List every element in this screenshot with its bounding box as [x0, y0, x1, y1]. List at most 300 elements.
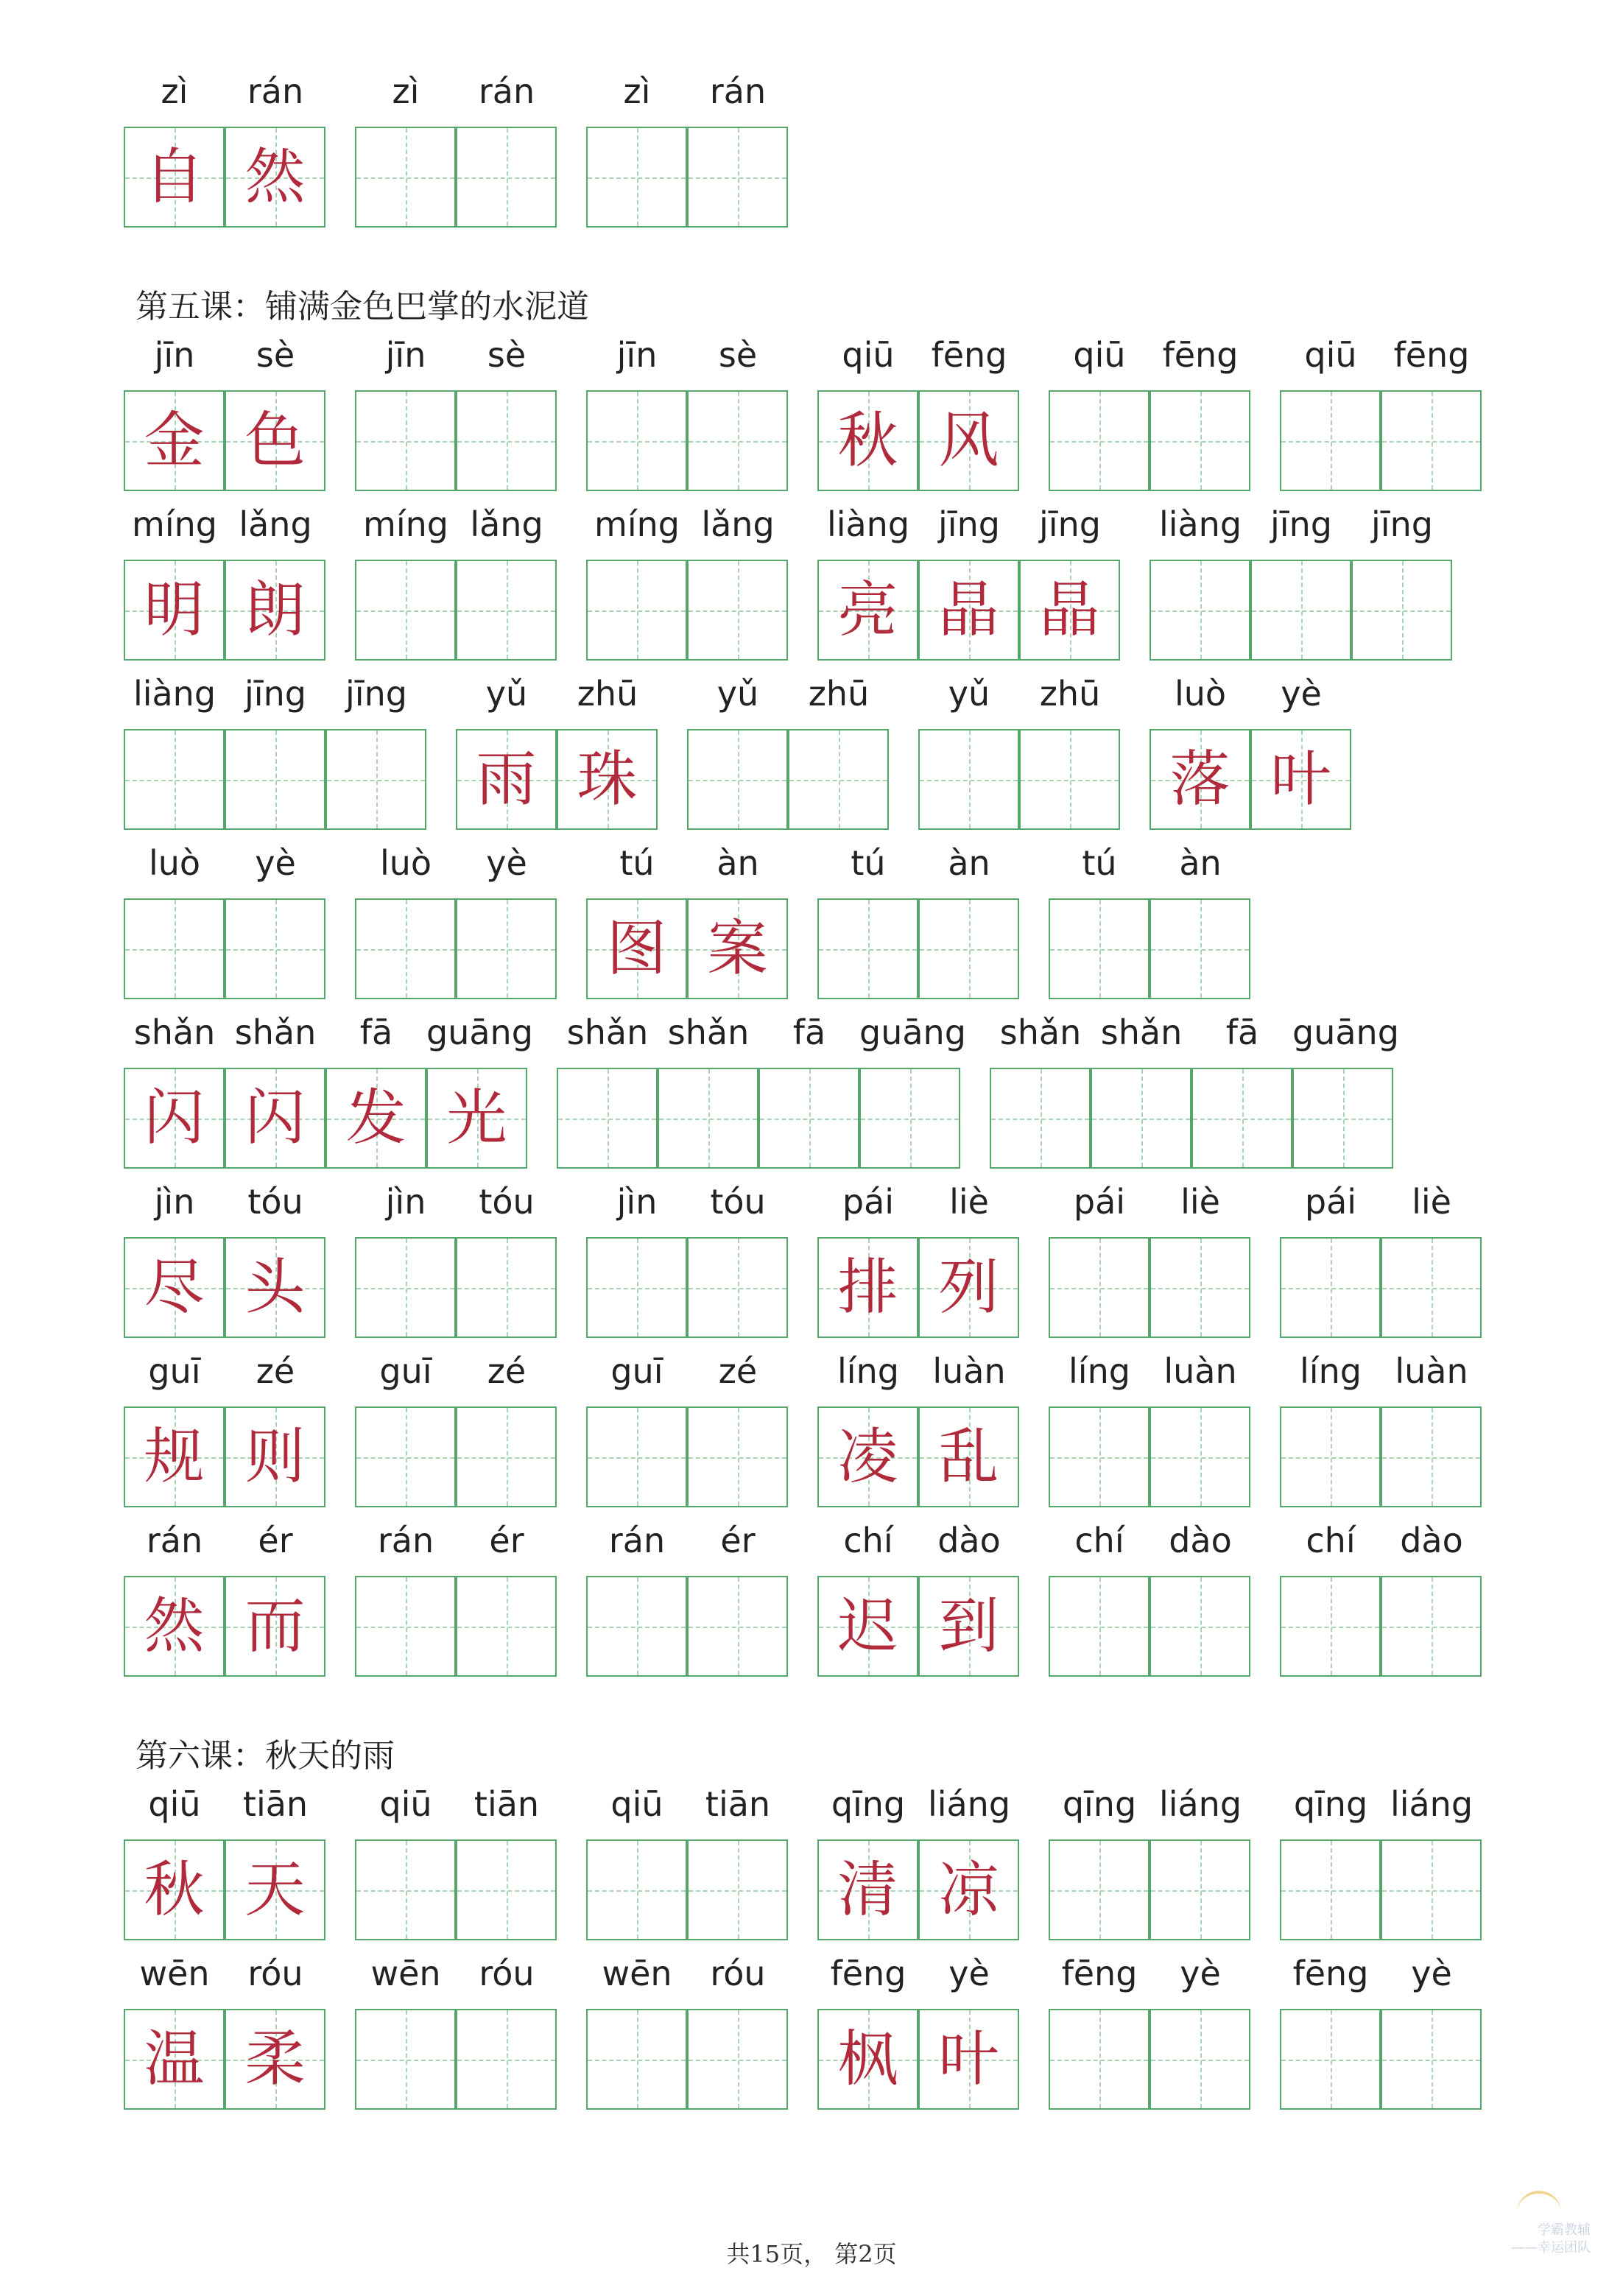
- tianzige-practice-cell[interactable]: [456, 1406, 557, 1507]
- tianzige-practice-cell[interactable]: [918, 898, 1019, 999]
- pinyin-label: rán: [377, 1521, 434, 1560]
- tianzige-practice-cell[interactable]: [586, 2009, 687, 2110]
- pinyin-label: fēng: [1162, 335, 1239, 375]
- tianzige-cell: [456, 729, 557, 830]
- pinyin-label: jīng: [244, 674, 306, 714]
- word-practice: [355, 1950, 557, 2134]
- tianzige-practice-cell[interactable]: [687, 1237, 788, 1338]
- tianzige-practice-cell[interactable]: [1091, 1068, 1191, 1169]
- pinyin-label: fēng: [931, 335, 1007, 375]
- word-practice: [1280, 1781, 1482, 1965]
- pinyin-label: tú: [1082, 843, 1117, 883]
- pinyin-label: tiān: [242, 1784, 309, 1824]
- hanzi-character: 排: [837, 1253, 898, 1323]
- tianzige-practice-cell[interactable]: [918, 729, 1019, 830]
- tianzige-practice-cell[interactable]: [456, 127, 557, 228]
- tianzige-practice-cell[interactable]: [355, 1576, 456, 1677]
- word-example: [817, 501, 1120, 685]
- word-example: [124, 331, 325, 515]
- tianzige-cell: [225, 1576, 325, 1677]
- hanzi-character: 而: [244, 1591, 306, 1661]
- tianzige-practice-cell[interactable]: [586, 390, 687, 491]
- tianzige-practice-cell[interactable]: [1381, 1576, 1482, 1677]
- word-example: [586, 839, 788, 1024]
- hanzi-character: 秋: [837, 406, 898, 476]
- hanzi-character: 晶: [1039, 575, 1100, 645]
- hanzi-character: 秋: [144, 1855, 205, 1925]
- word-example: [817, 1950, 1019, 2134]
- pinyin-label: shǎn: [133, 1013, 216, 1052]
- pinyin-label: zhū: [1039, 674, 1101, 714]
- pinyin-label: shǎn: [999, 1013, 1082, 1052]
- tianzige-cell: [817, 1237, 918, 1338]
- tianzige-practice-cell[interactable]: [1049, 1406, 1150, 1507]
- hanzi-character: 自: [144, 142, 205, 212]
- tianzige-practice-cell[interactable]: [124, 729, 225, 830]
- tianzige-practice-cell[interactable]: [1150, 390, 1250, 491]
- word-practice: [586, 1517, 788, 1701]
- pinyin-label: liàng: [133, 674, 216, 714]
- tianzige-practice-cell[interactable]: [456, 2009, 557, 2110]
- pinyin-label: sè: [718, 335, 758, 375]
- tianzige-cell: [817, 1576, 918, 1677]
- pinyin-label: dào: [937, 1521, 1001, 1560]
- pinyin-label: jīn: [385, 335, 426, 375]
- tianzige-practice-cell[interactable]: [355, 1237, 456, 1338]
- hanzi-character: 然: [244, 142, 306, 212]
- word-example: [817, 1178, 1019, 1362]
- pinyin-label: guāng: [859, 1013, 966, 1052]
- pinyin-label: tiān: [473, 1784, 540, 1824]
- tianzige-practice-cell[interactable]: [225, 898, 325, 999]
- tianzige-practice-cell[interactable]: [456, 1237, 557, 1338]
- pinyin-label: qiū: [1304, 335, 1357, 375]
- pinyin-label: líng: [1068, 1351, 1130, 1391]
- tianzige-practice-cell[interactable]: [687, 390, 788, 491]
- pinyin-label: jīn: [616, 335, 658, 375]
- tianzige-cell: [1150, 729, 1250, 830]
- pinyin-label: rán: [709, 71, 767, 111]
- word-practice: [1049, 331, 1250, 515]
- pinyin-label: shǎn: [667, 1013, 750, 1052]
- pinyin-label: lǎng: [239, 504, 312, 544]
- pinyin-label: liáng: [1390, 1784, 1474, 1824]
- watermark-line1: 学霸教辅: [1538, 2222, 1591, 2238]
- pinyin-label: yǔ: [948, 674, 990, 714]
- tianzige-practice-cell[interactable]: [687, 1406, 788, 1507]
- pinyin-label: fēng: [1393, 335, 1470, 375]
- watermark: [1495, 2191, 1591, 2255]
- pinyin-label: zhū: [808, 674, 870, 714]
- tianzige-cell: [225, 1406, 325, 1507]
- pinyin-label: pái: [1073, 1182, 1126, 1222]
- tianzige-practice-cell[interactable]: [1280, 2009, 1381, 2110]
- tianzige-practice-cell[interactable]: [456, 1576, 557, 1677]
- pinyin-label: fā: [1225, 1013, 1259, 1052]
- tianzige-practice-cell[interactable]: [788, 729, 889, 830]
- pinyin-label: qīng: [1293, 1784, 1368, 1824]
- word-practice: [687, 670, 889, 854]
- hanzi-character: 凌: [837, 1422, 898, 1492]
- hanzi-character: 规: [144, 1422, 205, 1492]
- tianzige-practice-cell[interactable]: [1049, 2009, 1150, 2110]
- pinyin-label: chí: [1074, 1521, 1124, 1560]
- word-practice: [1049, 1348, 1250, 1532]
- pinyin-label: rán: [247, 71, 304, 111]
- hanzi-character: 珠: [577, 744, 638, 814]
- word-example: [817, 331, 1019, 515]
- pinyin-label: zé: [487, 1351, 527, 1391]
- tianzige-practice-cell[interactable]: [687, 560, 788, 661]
- tianzige-practice-cell[interactable]: [658, 1068, 758, 1169]
- pinyin-label: tóu: [479, 1182, 535, 1222]
- pinyin-label: róu: [710, 1954, 766, 1993]
- tianzige-practice-cell[interactable]: [758, 1068, 859, 1169]
- pinyin-label: ér: [489, 1521, 524, 1560]
- tianzige-practice-cell[interactable]: [1049, 1237, 1150, 1338]
- word-practice: [1280, 1950, 1482, 2134]
- word-practice: [1150, 501, 1452, 685]
- tianzige-practice-cell[interactable]: [1019, 729, 1120, 830]
- pinyin-label: qīng: [1062, 1784, 1137, 1824]
- pinyin-label: jīn: [154, 335, 195, 375]
- tianzige-cell: [225, 1068, 325, 1169]
- pinyin-label: shǎn: [234, 1013, 317, 1052]
- pinyin-label: fēng: [830, 1954, 906, 1993]
- pinyin-label: àn: [1179, 843, 1222, 883]
- tianzige-practice-cell[interactable]: [1280, 390, 1381, 491]
- pinyin-label: míng: [132, 504, 217, 544]
- tianzige-practice-cell[interactable]: [1049, 1839, 1150, 1940]
- pinyin-label: zì: [392, 71, 420, 111]
- tianzige-practice-cell[interactable]: [1292, 1068, 1393, 1169]
- pinyin-label: guāng: [426, 1013, 533, 1052]
- tianzige-practice-cell[interactable]: [1191, 1068, 1292, 1169]
- hanzi-character: 朗: [244, 575, 306, 645]
- hanzi-character: 叶: [938, 2024, 999, 2094]
- tianzige-practice-cell[interactable]: [1381, 1839, 1482, 1940]
- tianzige-practice-cell[interactable]: [586, 1839, 687, 1940]
- pinyin-label: yè: [1281, 674, 1322, 714]
- pinyin-label: jīng: [938, 504, 1000, 544]
- tianzige-practice-cell[interactable]: [586, 560, 687, 661]
- tianzige-practice-cell[interactable]: [687, 1576, 788, 1677]
- word-practice: [817, 839, 1019, 1024]
- word-practice: [1280, 331, 1482, 515]
- pinyin-label: yǔ: [485, 674, 528, 714]
- pinyin-label: qiū: [379, 1784, 432, 1824]
- pinyin-label: qiū: [1073, 335, 1126, 375]
- tianzige-practice-cell[interactable]: [325, 729, 426, 830]
- pinyin-label: luàn: [1163, 1351, 1237, 1391]
- tianzige-practice-cell[interactable]: [586, 127, 687, 228]
- pinyin-label: yè: [1180, 1954, 1221, 1993]
- tianzige-practice-cell[interactable]: [1049, 898, 1150, 999]
- tianzige-practice-cell[interactable]: [456, 560, 557, 661]
- tianzige-cell: [817, 2009, 918, 2110]
- word-practice: [586, 1178, 788, 1362]
- tianzige-practice-cell[interactable]: [355, 560, 456, 661]
- pinyin-label: wēn: [370, 1954, 441, 1993]
- tianzige-cell: [687, 898, 788, 999]
- pinyin-label: liè: [1180, 1182, 1220, 1222]
- tianzige-practice-cell[interactable]: [586, 1237, 687, 1338]
- word-example: [124, 501, 325, 685]
- pinyin-label: tiān: [705, 1784, 771, 1824]
- tianzige-practice-cell[interactable]: [355, 390, 456, 491]
- watermark-line2: ——幸运团队: [1511, 2240, 1591, 2255]
- pinyin-label: míng: [363, 504, 448, 544]
- tianzige-cell: [1250, 729, 1351, 830]
- tianzige-practice-cell[interactable]: [687, 127, 788, 228]
- tianzige-practice-cell[interactable]: [687, 1839, 788, 1940]
- pinyin-label: jīng: [345, 674, 407, 714]
- pinyin-label: luàn: [932, 1351, 1006, 1391]
- word-practice: [355, 1517, 557, 1701]
- tianzige-cell: [817, 560, 918, 661]
- pinyin-label: wēn: [139, 1954, 210, 1993]
- tianzige-practice-cell[interactable]: [1150, 1576, 1250, 1677]
- tianzige-practice-cell[interactable]: [1280, 1237, 1381, 1338]
- pinyin-label: luò: [1174, 674, 1227, 714]
- pinyin-label: zé: [718, 1351, 758, 1391]
- pinyin-label: yè: [1411, 1954, 1452, 1993]
- pinyin-label: zì: [161, 71, 189, 111]
- hanzi-character: 乱: [938, 1422, 999, 1492]
- tianzige-practice-cell[interactable]: [1150, 1406, 1250, 1507]
- pinyin-label: luò: [379, 843, 432, 883]
- pinyin-label: liàng: [826, 504, 910, 544]
- tianzige-cell: [817, 390, 918, 491]
- word-practice: [355, 1781, 557, 1965]
- tianzige-practice-cell[interactable]: [1049, 390, 1150, 491]
- word-practice: [1049, 1178, 1250, 1362]
- pinyin-label: guāng: [1292, 1013, 1399, 1052]
- pinyin-label: jīng: [1270, 504, 1332, 544]
- tianzige-cell: [918, 1237, 1019, 1338]
- tianzige-practice-cell[interactable]: [1049, 1576, 1150, 1677]
- hanzi-character: 光: [446, 1083, 507, 1153]
- word-practice: [1049, 1781, 1250, 1965]
- pinyin-label: shǎn: [1100, 1013, 1183, 1052]
- word-practice: [1280, 1178, 1482, 1362]
- tianzige-practice-cell[interactable]: [1150, 1839, 1250, 1940]
- pinyin-label: liè: [1412, 1182, 1451, 1222]
- pinyin-label: àn: [717, 843, 759, 883]
- tianzige-practice-cell[interactable]: [355, 898, 456, 999]
- tianzige-cell: [557, 729, 658, 830]
- tianzige-practice-cell[interactable]: [1150, 1237, 1250, 1338]
- tianzige-cell: [124, 1839, 225, 1940]
- pinyin-label: fā: [359, 1013, 393, 1052]
- tianzige-cell: [1019, 560, 1120, 661]
- hanzi-character: 凉: [938, 1855, 999, 1925]
- pinyin-label: róu: [247, 1954, 303, 1993]
- pinyin-label: guī: [379, 1351, 432, 1391]
- word-practice: [586, 1781, 788, 1965]
- word-practice: [1280, 1517, 1482, 1701]
- pinyin-label: yǔ: [717, 674, 759, 714]
- pinyin-label: líng: [837, 1351, 899, 1391]
- hanzi-character: 闪: [244, 1083, 306, 1153]
- tianzige-practice-cell[interactable]: [1280, 1406, 1381, 1507]
- tianzige-practice-cell[interactable]: [225, 729, 325, 830]
- tianzige-practice-cell[interactable]: [817, 898, 918, 999]
- pinyin-label: liáng: [1158, 1784, 1242, 1824]
- hanzi-character: 风: [938, 406, 999, 476]
- pinyin-label: fā: [792, 1013, 826, 1052]
- tianzige-cell: [124, 390, 225, 491]
- hanzi-character: 亮: [837, 575, 898, 645]
- tianzige-cell: [225, 1237, 325, 1338]
- word-practice: [1049, 839, 1250, 1024]
- hanzi-character: 图: [606, 914, 667, 984]
- word-example: [124, 1950, 325, 2134]
- word-example: [124, 1009, 533, 1193]
- tianzige-practice-cell[interactable]: [1150, 2009, 1250, 2110]
- tianzige-cell: [918, 390, 1019, 491]
- hanzi-character: 落: [1169, 744, 1231, 814]
- tianzige-cell: [225, 127, 325, 228]
- pinyin-label: lǎng: [701, 504, 775, 544]
- tianzige-practice-cell[interactable]: [355, 1406, 456, 1507]
- tianzige-cell: [918, 1406, 1019, 1507]
- word-example: [124, 1348, 325, 1532]
- tianzige-practice-cell[interactable]: [1280, 1576, 1381, 1677]
- word-practice: [586, 1950, 788, 2134]
- tianzige-cell: [918, 560, 1019, 661]
- hanzi-character: 雨: [476, 744, 537, 814]
- pinyin-label: wēn: [602, 1954, 672, 1993]
- word-practice: [918, 670, 1120, 854]
- word-practice: [586, 501, 788, 685]
- tianzige-practice-cell[interactable]: [1280, 1839, 1381, 1940]
- tianzige-practice-cell[interactable]: [456, 1839, 557, 1940]
- word-practice: [355, 1178, 557, 1362]
- word-practice: [586, 68, 788, 252]
- pinyin-label: guī: [610, 1351, 663, 1391]
- tianzige-cell: [426, 1068, 527, 1169]
- word-practice: [557, 1009, 966, 1193]
- tianzige-practice-cell[interactable]: [859, 1068, 960, 1169]
- hanzi-character: 尽: [144, 1253, 205, 1323]
- pinyin-label: tóu: [710, 1182, 766, 1222]
- word-example: [817, 1348, 1019, 1532]
- tianzige-cell: [124, 1068, 225, 1169]
- hanzi-character: 发: [345, 1083, 406, 1153]
- tianzige-cell: [124, 1237, 225, 1338]
- tianzige-practice-cell[interactable]: [355, 127, 456, 228]
- word-practice: [1049, 1950, 1250, 2134]
- word-practice: [1049, 1517, 1250, 1701]
- tianzige-practice-cell[interactable]: [1381, 390, 1482, 491]
- pinyin-label: ér: [258, 1521, 293, 1560]
- pinyin-label: míng: [594, 504, 680, 544]
- tianzige-practice-cell[interactable]: [456, 390, 557, 491]
- tianzige-practice-cell[interactable]: [1150, 560, 1250, 661]
- tianzige-cell: [817, 1406, 918, 1507]
- hanzi-character: 头: [244, 1253, 306, 1323]
- book-logo-icon: [1517, 2191, 1561, 2219]
- lesson-title: 第六课：秋天的雨: [135, 1737, 395, 1775]
- tianzige-practice-cell[interactable]: [1381, 1237, 1482, 1338]
- pinyin-label: guī: [148, 1351, 201, 1391]
- hanzi-character: 然: [144, 1591, 205, 1661]
- pinyin-label: liàng: [1158, 504, 1242, 544]
- tianzige-practice-cell[interactable]: [586, 1576, 687, 1677]
- pinyin-label: dào: [1169, 1521, 1232, 1560]
- tianzige-cell: [586, 898, 687, 999]
- pinyin-label: qīng: [831, 1784, 906, 1824]
- tianzige-practice-cell[interactable]: [687, 2009, 788, 2110]
- hanzi-character: 温: [144, 2024, 205, 2094]
- pinyin-label: jìn: [154, 1182, 195, 1222]
- tianzige-cell: [817, 1839, 918, 1940]
- pinyin-label: qiū: [148, 1784, 201, 1824]
- tianzige-cell: [124, 560, 225, 661]
- tianzige-practice-cell[interactable]: [355, 1839, 456, 1940]
- tianzige-cell: [918, 1839, 1019, 1940]
- hanzi-character: 枫: [837, 2024, 898, 2094]
- tianzige-practice-cell[interactable]: [990, 1068, 1091, 1169]
- pinyin-label: líng: [1300, 1351, 1362, 1391]
- tianzige-practice-cell[interactable]: [456, 898, 557, 999]
- pinyin-label: yè: [255, 843, 296, 883]
- word-example: [817, 1517, 1019, 1701]
- hanzi-character: 清: [837, 1855, 898, 1925]
- pinyin-label: luò: [148, 843, 201, 883]
- tianzige-practice-cell[interactable]: [557, 1068, 658, 1169]
- word-practice: [586, 331, 788, 515]
- word-practice: [124, 670, 426, 854]
- hanzi-character: 案: [707, 914, 768, 984]
- word-example: [124, 68, 325, 252]
- pinyin-label: zì: [623, 71, 651, 111]
- pinyin-label: jìn: [385, 1182, 426, 1222]
- tianzige-practice-cell[interactable]: [1250, 560, 1351, 661]
- tianzige-practice-cell[interactable]: [124, 898, 225, 999]
- hanzi-character: 列: [938, 1253, 999, 1323]
- tianzige-practice-cell[interactable]: [1150, 898, 1250, 999]
- hanzi-character: 金: [144, 406, 205, 476]
- word-practice: [355, 839, 557, 1024]
- pinyin-label: tóu: [247, 1182, 303, 1222]
- tianzige-practice-cell[interactable]: [586, 1406, 687, 1507]
- tianzige-cell: [124, 1406, 225, 1507]
- hanzi-character: 则: [244, 1422, 306, 1492]
- tianzige-cell: [225, 560, 325, 661]
- pinyin-label: fēng: [1061, 1954, 1138, 1993]
- tianzige-practice-cell[interactable]: [355, 2009, 456, 2110]
- tianzige-practice-cell[interactable]: [1381, 1406, 1482, 1507]
- word-example: [124, 1781, 325, 1965]
- pinyin-label: liáng: [927, 1784, 1011, 1824]
- pinyin-label: ér: [720, 1521, 756, 1560]
- pinyin-label: sè: [256, 335, 295, 375]
- tianzige-practice-cell[interactable]: [1381, 2009, 1482, 2110]
- word-practice: [1280, 1348, 1482, 1532]
- pinyin-label: jìn: [616, 1182, 658, 1222]
- pinyin-label: shǎn: [566, 1013, 649, 1052]
- hanzi-character: 天: [244, 1855, 306, 1925]
- tianzige-practice-cell[interactable]: [1351, 560, 1452, 661]
- tianzige-practice-cell[interactable]: [687, 729, 788, 830]
- pinyin-label: yè: [486, 843, 527, 883]
- word-example: [817, 1781, 1019, 1965]
- word-example: [456, 670, 658, 854]
- hanzi-character: 柔: [244, 2024, 306, 2094]
- pinyin-label: tú: [619, 843, 655, 883]
